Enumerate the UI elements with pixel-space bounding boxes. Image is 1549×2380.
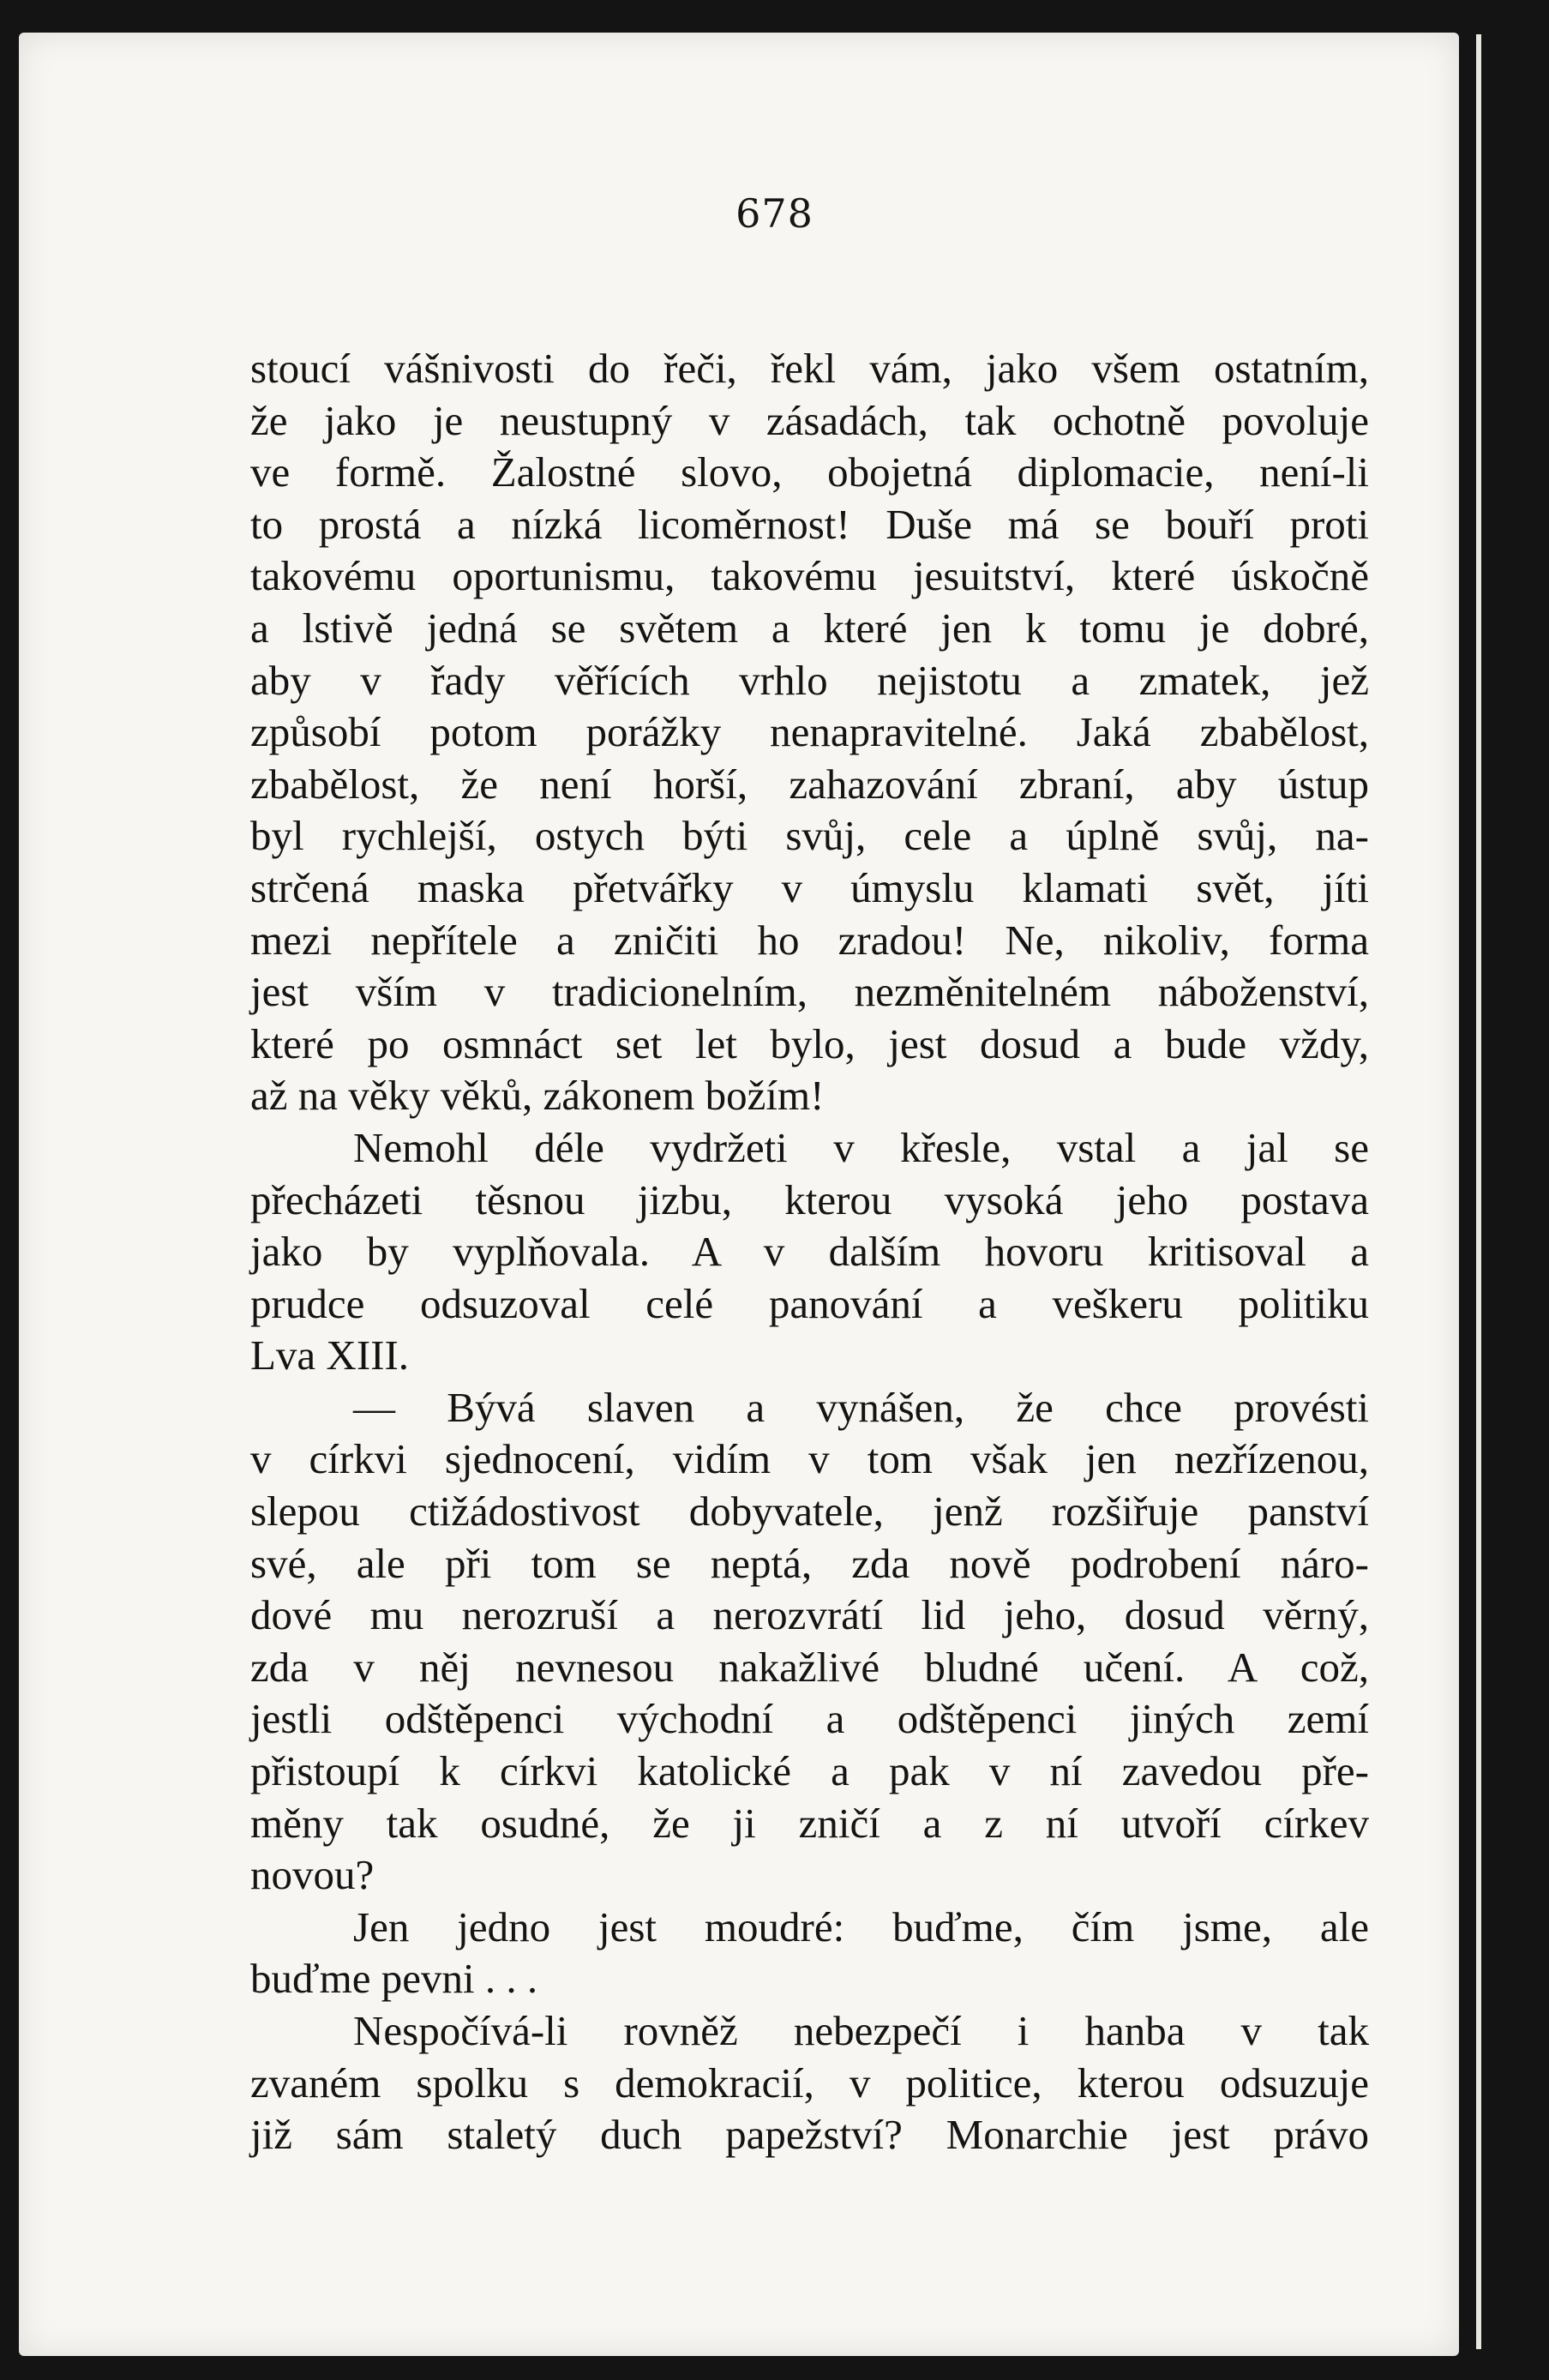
- text-line: v církvi sjednocení, vidím v tom však jen nezřízenou,: [250, 1435, 1369, 1483]
- text-line: jest vším v tradicionelním, nezměnitelném náboženství,: [250, 968, 1369, 1016]
- text-line: Nespočívá-li rovněž nebezpečí i hanba v tak: [353, 2007, 1369, 2054]
- text-line: zda v něj nevnesou nakažlivé bludné učení. A což,: [250, 1643, 1369, 1691]
- text-line: jako by vyplňovala. A v dalším hovoru kritisoval a: [250, 1228, 1369, 1276]
- text-line: takovému oportunismu, takovému jesuitství, které úskočně: [250, 552, 1369, 600]
- text-line: slepou ctižádostivost dobyvatele, jenž rozšiřuje panství: [250, 1488, 1369, 1536]
- text-line: mezi nepřítele a zničiti ho zradou! Ne, nikoliv, forma: [250, 916, 1369, 964]
- text-line: své, ale při tom se neptá, zda nově podrobení náro-: [250, 1539, 1369, 1587]
- text-line: byl rychlejší, ostych býti svůj, cele a úplně svůj, na-: [250, 812, 1369, 860]
- text-line: způsobí potom porážky nenapravitelné. Jaká zbabělost,: [250, 708, 1369, 756]
- text-line: již sám staletý duch papežství? Monarchie jest právo: [250, 2111, 1369, 2159]
- text-line: dové mu nerozruší a nerozvrátí lid jeho, dosud věrný,: [250, 1591, 1369, 1639]
- text-line: ve formě. Žalostné slovo, obojetná diplomacie, není-li: [250, 448, 1369, 496]
- text-line: přecházeti těsnou jizbu, kterou vysoká jeho postava: [250, 1175, 1369, 1223]
- text-line: — Bývá slaven a vynášen, že chce provésti: [353, 1383, 1369, 1431]
- text-line: strčená maska přetvářky v úmyslu klamati svět, jíti: [250, 863, 1369, 911]
- text-line: zvaném spolku s demokracií, v politice, kterou odsuzuje: [250, 2058, 1369, 2107]
- text-line: a lstivě jedná se světem a které jen k tomu je dobré,: [250, 604, 1369, 652]
- page-edge: [1476, 34, 1481, 2349]
- text-line: prudce odsuzoval celé panování a veškeru politiku: [250, 1279, 1369, 1327]
- text-line: stoucí vášnivosti do řeči, řekl vám, jako všem ostatním,: [250, 345, 1369, 392]
- page-number: 678: [735, 190, 814, 237]
- text-line: které po osmnáct set let bylo, jest dosud a bude vždy,: [250, 1019, 1369, 1067]
- text-line: jestli odštěpenci východní a odštěpenci jiných zemí: [250, 1695, 1369, 1743]
- text-line: buďme pevni . . .: [250, 1955, 538, 2003]
- text-line: Jen jedno jest moudré: buďme, čím jsme, ale: [353, 1902, 1369, 1950]
- text-line: přistoupí k církvi katolické a pak v ní zavedou pře-: [250, 1747, 1369, 1795]
- text-line: novou?: [250, 1851, 375, 1899]
- text-line: měny tak osudné, že ji zničí a z ní utvoří církev: [250, 1799, 1369, 1847]
- text-line: to prostá a nízká licoměrnost! Duše má se bouří proti: [250, 500, 1369, 548]
- body-text: [250, 343, 1369, 2161]
- text-line: Lva XIII.: [250, 1331, 410, 1379]
- text-line: Nemohl déle vydržeti v křesle, vstal a jal se: [353, 1123, 1369, 1171]
- text-line: až na věky věků, zákonem božím!: [250, 1072, 825, 1120]
- text-line: aby v řady věřících vrhlo nejistotu a zmatek, jež: [250, 656, 1369, 704]
- text-line: že jako je neustupný v zásadách, tak ochotně povoluje: [250, 396, 1369, 444]
- text-line: zbabělost, že není horší, zahazování zbraní, aby ústup: [250, 760, 1369, 808]
